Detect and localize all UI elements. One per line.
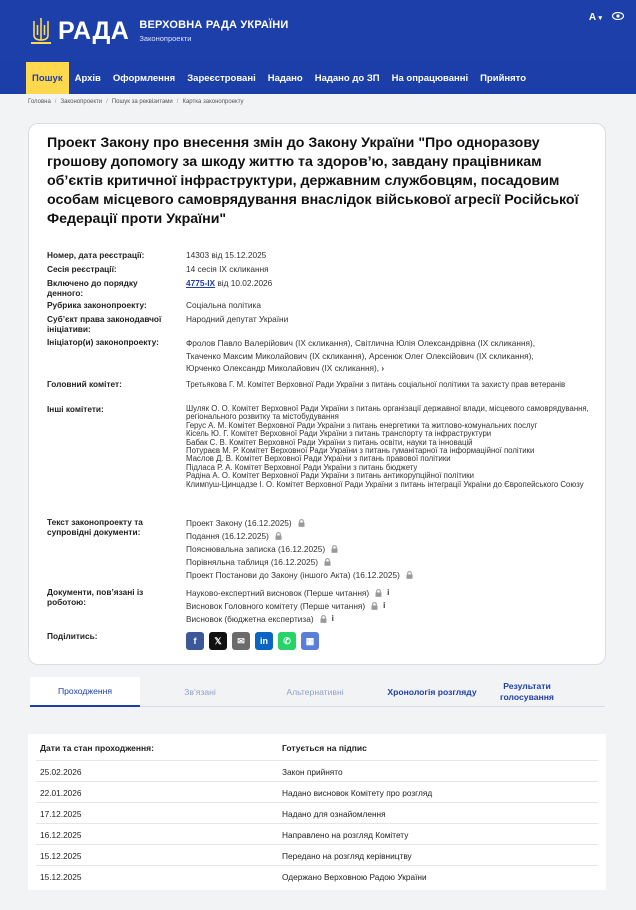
initiator-line[interactable]: Ткаченко Максим Миколайович (IX скликання), Арсенюк Олег Олексійович (IX скликання), (186, 350, 534, 361)
related-document-link[interactable]: Висновок Головного комітету (Перше читання) (186, 600, 366, 611)
tab-alternative[interactable]: Альтернативні (286, 687, 344, 697)
tab-passage[interactable]: Проходження (30, 677, 140, 707)
subject-value: Народний депутат України (186, 314, 289, 324)
document-item (186, 529, 596, 542)
committee-item: Бабак С. В. Комітет Верховної Ради України з питань освіти, науки та інновацій (186, 437, 473, 447)
site-header (0, 0, 636, 62)
document-link[interactable]: Проект Постанови до Закону (іншого Акта) (16.12.2025) (186, 569, 400, 580)
nav-item[interactable]: Пошук (26, 62, 69, 94)
session-value: 14 сесія IX скликання (186, 264, 269, 274)
tab-voting-results[interactable]: Результати голосування (500, 681, 554, 702)
related-document-item (186, 612, 596, 625)
history-row (36, 823, 598, 844)
history-row (36, 760, 598, 781)
main-nav (0, 62, 636, 94)
nav-item[interactable]: Надано до ЗП (314, 72, 380, 84)
nav-item[interactable]: На опрацюванні (391, 72, 469, 84)
history-status: Одержано Верховною Радою України (282, 872, 427, 882)
lock-icon (275, 532, 282, 539)
nav-item[interactable]: Надано (267, 72, 303, 84)
bill-title: Проект Закону про внесення змін до Закону України "Про одноразову грошову допомогу за шкоду життю та здоров’ю, завдану працівникам об’єктів критичної інфраструктури, державним службовцям, посадовим особам місцевого самоврядування внаслідок військової агресії Російської Федерації проти України" (47, 135, 579, 227)
breadcrumb-separator: / (176, 99, 179, 105)
history-date: 25.02.2026 (40, 767, 82, 777)
breadcrumb-bills[interactable]: Законопроекти (60, 99, 103, 105)
history-status: Надано висновок Комітету про розгляд (282, 788, 433, 798)
document-link[interactable]: Подання (16.12.2025) (186, 530, 269, 541)
passage-history (28, 734, 606, 890)
eye-icon[interactable] (612, 12, 624, 23)
related-docs-list (186, 586, 596, 625)
agenda-link[interactable]: 4775-IX (186, 278, 216, 288)
bill-card (28, 123, 606, 665)
history-status: Направлено на розгляд Комітету (282, 830, 409, 840)
linkedin-icon[interactable]: in (255, 632, 273, 650)
bill-tabs (30, 677, 605, 707)
docs-list (186, 516, 596, 581)
history-row (36, 844, 598, 865)
document-item (186, 516, 596, 529)
lock-icon (371, 602, 378, 609)
initiator-line (186, 362, 596, 375)
agenda-label: Включено до порядку денного: (47, 278, 138, 298)
breadcrumb (28, 99, 244, 105)
related-docs-label: Документи, пов’язані із роботою: (47, 587, 144, 607)
nav-item[interactable]: Прийнято (480, 72, 527, 84)
history-date: 16.12.2025 (40, 830, 82, 840)
breadcrumb-home[interactable]: Головна (28, 99, 51, 105)
history-status-header: Готується на підпис (282, 743, 367, 753)
history-status: Закон прийнято (282, 767, 343, 777)
committee-item: Підласа Р. А. Комітет Верховної Ради України з питань бюджету (186, 462, 418, 472)
history-date-header: Дати та стан проходження: (40, 743, 154, 753)
trident-logo-icon[interactable] (28, 14, 54, 48)
other-committees-list (186, 405, 596, 489)
committee-item: Маслов Д. В. Комітет Верховної Ради України з питань правової політики (186, 454, 451, 464)
history-row (36, 802, 598, 823)
more-chevron-icon[interactable]: › (381, 363, 385, 373)
document-item (186, 555, 596, 568)
tab-related[interactable]: Зв’язані (184, 687, 216, 697)
breadcrumb-search[interactable]: Пошук за реквізитами (111, 99, 173, 105)
nav-item[interactable]: Оформлення (112, 72, 176, 84)
rubric-value: Соціальна політика (186, 300, 261, 310)
lock-icon (375, 589, 382, 596)
reg-label: Номер, дата реєстрації: (47, 250, 145, 260)
subject-label: Суб’єкт права законодавчої ініціативи: (47, 314, 162, 334)
font-size-label: A (588, 12, 596, 23)
main-committee-label: Головний комітет: (47, 379, 122, 389)
x-icon[interactable]: 𝕏 (209, 632, 227, 650)
header-tools (589, 12, 624, 23)
lock-icon (320, 615, 327, 622)
session-label: Сесія реєстрації: (47, 264, 117, 274)
chevron-down-icon: ▾ (598, 15, 602, 22)
initiator-text[interactable]: Юрченко Олександр Миколайович (IX скликання), (186, 363, 380, 373)
qr-icon[interactable]: ▦ (301, 632, 319, 650)
committee-item: Шуляк О. О. Комітет Верховної Ради України з питань організації державної влади, місцевого самоврядування, регіонального розвитку та містобудування (186, 404, 589, 422)
committee-item: Потураєв М. Р. Комітет Верховної Ради України з питань гуманітарної та інформаційної політики (186, 446, 535, 456)
history-date: 15.12.2025 (40, 851, 82, 861)
initiators-list (186, 337, 596, 375)
site-title: ВЕРХОВНА РАДА УКРАЇНИ (139, 19, 289, 31)
related-document-link[interactable]: Науково-експертний висновок (Перше читання) (186, 587, 370, 598)
nav-item[interactable]: Архів (74, 72, 101, 84)
initiator-line[interactable]: Фролов Павло Валерійович (IX скликання), Світлична Юлія Олександрівна (IX скликання), (186, 338, 536, 348)
facebook-icon[interactable]: f (186, 632, 204, 650)
history-date: 22.01.2026 (40, 788, 82, 798)
agenda-date: від 10.02.2026 (215, 278, 273, 288)
share-buttons (186, 632, 596, 650)
main-committee-value: Третьякова Г. М. Комітет Верховної Ради України з питань соціальної політики та захисту прав ветеранів (186, 380, 566, 389)
agenda-value (186, 278, 596, 288)
lock-icon (298, 519, 305, 526)
history-date: 17.12.2025 (40, 809, 82, 819)
history-status: Передано на розгляд керівництву (282, 851, 412, 861)
breadcrumb-current: Картка законопроекту (182, 99, 244, 105)
info-icon[interactable]: i (383, 600, 386, 610)
document-item (186, 568, 596, 581)
font-size-button[interactable] (589, 12, 602, 23)
breadcrumb-separator: / (54, 99, 57, 105)
lock-icon (406, 571, 413, 578)
history-row (36, 865, 598, 886)
whatsapp-icon[interactable]: ✆ (278, 632, 296, 650)
document-link[interactable]: Пояснювальна записка (16.12.2025) (186, 543, 326, 554)
initiators-label: Ініціатор(и) законопроекту: (47, 337, 159, 347)
history-status: Надано для ознайомлення (282, 809, 386, 819)
tab-chronology[interactable]: Хронологія розгляду (387, 687, 477, 697)
site-subtitle: Законопроекти (139, 34, 192, 43)
info-icon[interactable]: i (387, 587, 390, 597)
other-committees-label: Інші комітети: (47, 404, 104, 414)
committee-item: Кісель Ю. Г. Комітет Верховної Ради України з питань транспорту та інфраструктури (186, 429, 492, 439)
breadcrumb-separator: / (106, 99, 108, 105)
rubric-label: Рубрика законопроекту: (47, 300, 147, 310)
committee-item: Климпуш-Цинцадзе І. О. Комітет Верховної Ради України з питань інтеграції України до Європейського Союзу (186, 479, 584, 489)
site-title-block (139, 19, 288, 43)
committee-item: Радіна А. О. Комітет Верховної Ради України з питань антикорупційної політики (186, 471, 474, 481)
docs-label: Текст законопроекту та супровідні документи: (47, 517, 143, 537)
lock-icon (324, 558, 331, 565)
email-icon[interactable]: ✉ (232, 632, 250, 650)
committee-item: Герус А. М. Комітет Верховної Ради України з питань енергетики та житлово-комунальних послуг (186, 420, 538, 430)
logo-word[interactable]: РАДА (58, 16, 130, 45)
related-document-link[interactable]: Висновок (бюджетна експертиза) (186, 613, 314, 624)
history-date: 15.12.2025 (40, 872, 82, 882)
document-link[interactable]: Порівняльна таблиця (16.12.2025) (186, 556, 318, 567)
history-header (28, 734, 606, 760)
share-label: Поділитись: (47, 631, 98, 641)
related-document-item (186, 599, 596, 612)
info-icon[interactable]: i (331, 613, 334, 623)
document-link[interactable]: Проект Закону (16.12.2025) (186, 517, 292, 528)
history-row (36, 781, 598, 802)
document-item (186, 542, 596, 555)
reg-value: 14303 від 15.12.2025 (186, 250, 267, 260)
related-document-item (186, 586, 596, 599)
nav-item[interactable]: Зареєстровані (187, 72, 256, 84)
lock-icon (331, 545, 338, 552)
